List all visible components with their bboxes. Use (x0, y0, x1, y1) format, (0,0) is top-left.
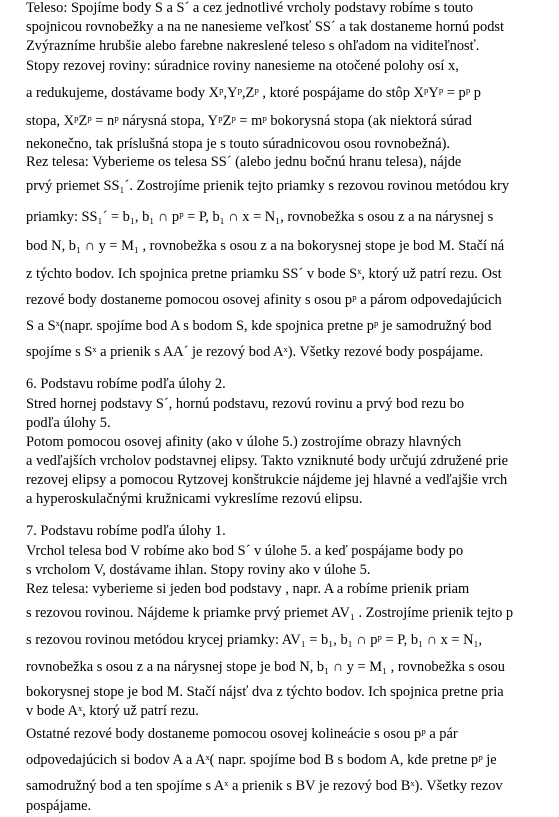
text-line: stopa, XᵖZᵖ = nᵖ nárysná stopa, YᵖZᵖ = mᵖ bokorysná stopa (ak niektorá súrad (26, 113, 472, 129)
text-line: S a Sˣ(napr. spojíme bod A s bodom S, kde spojnica pretne pᵖ je samodružný bod (26, 318, 492, 334)
text-line: podľa úlohy 5. (26, 415, 111, 431)
text-line: priamky: SS₁´ = b₁, b₁ ∩ pᵖ = P, b₁ ∩ x = N₁, rovnobežka s osou z a na nárysnej s (26, 209, 494, 225)
text-line: Stred hornej podstavy S´, hornú podstavu, rezovú rovinu a prvý bod rezu bo (26, 396, 465, 412)
text-line: a hyperoskulačnými kružnicami vykreslíme rezovú elipsu. (26, 491, 363, 507)
text-line: Teleso: Spojíme body S a S´ a cez jednotlivé vrcholy podstavy robíme s touto (26, 0, 474, 16)
text-line: a vedľajších vrcholov podstavnej elipsy. Takto vzniknuté body určujú združené prie (26, 453, 508, 469)
text-line: Rez telesa: vyberieme si jeden bod podstavy , napr. A a robíme prienik priam (26, 581, 470, 597)
text-line: rezové body dostaneme pomocou osovej afinity s osou pᵖ a párom odpovedajúcich (26, 292, 502, 308)
text-line: Zvýrazníme hrubšie alebo farebne nakreslené teleso s ohľadom na viditeľnosť. (26, 38, 480, 54)
text-line: z týchto bodov. Ich spojnica pretne priamku SS´ v bode Sˣ, ktorý už patrí rezu. Ost (26, 266, 502, 282)
text-line: samodružný bod a ten spojíme s Aˣ a prienik s BV je rezový bod Bˣ). Všetky rezov (26, 778, 503, 794)
text-line: s rezovou rovinou. Nájdeme k priamke prvý priemet AV₁ . Zostrojíme prienik tejto p (26, 605, 514, 621)
text-line: s vrcholom V, dostávame ihlan. Stopy roviny ako v úlohe 5. (26, 562, 371, 578)
text-line: Stopy rezovej roviny: súradnice roviny nanesieme na otočené polohy osí x, (26, 58, 459, 74)
section-6-heading: 6. Podstavu robíme podľa úlohy 2. (26, 376, 226, 392)
text-line: Rez telesa: Vyberieme os telesa SS´ (alebo jednu bočnú hranu telesa), nájde (26, 154, 462, 170)
text-line: Ostatné rezové body dostaneme pomocou osovej kolineácie s osou pᵖ a pár (26, 726, 458, 742)
text-line: s rezovou rovinou metódou krycej priamky: AV₁ = b₁, b₁ ∩ pᵖ = P, b₁ ∩ x = N₁, (26, 632, 483, 648)
text-line: spojnicou rovnobežky a na ne nanesieme veľkosť SS´ a tak dostaneme hornú podst (26, 19, 504, 35)
text-line: Potom pomocou osovej afinity (ako v úlohe 5.) zostrojíme obrazy hlavných (26, 434, 462, 450)
text-line: Vrchol telesa bod V robíme ako bod S´ v úlohe 5. a keď pospájame body po (26, 543, 464, 559)
text-line: bod N, b₁ ∩ y = M₁ , rovnobežka s osou z a na bokorysnej stope je bod M. Stačí ná (26, 238, 505, 254)
text-line: nekonečno, tak príslušná stopa je s touto súradnicovou osou rovnobežná). (26, 136, 451, 152)
text-line: prvý priemet SS₁´. Zostrojíme prienik tejto priamky s rezovou rovinou metódou kry (26, 178, 510, 194)
text-line: pospájame. (26, 798, 92, 814)
text-line: a redukujeme, dostávame body Xᵖ,Yᵖ,Zᵖ , ktoré pospájame do stôp XᵖYᵖ = pᵖ p (26, 85, 482, 101)
text-line: v bode Aˣ, ktorý už patrí rezu. (26, 703, 199, 719)
text-line: rovnobežka s osou z a na nárysnej stope je bod N, b₁ ∩ y = M₁ , rovnobežka s osou (26, 659, 505, 675)
text-line: spojíme s Sˣ a prienik s AA´ je rezový bod Aˣ). Všetky rezové body pospájame. (26, 344, 484, 360)
text-line: bokorysnej stope je bod M. Stačí nájsť dva z týchto bodov. Ich spojnica pretne pria (26, 684, 504, 700)
text-line: odpovedajúcich si bodov A a Aˣ( napr. spojíme bod B s bodom A, kde pretne pᵖ je (26, 752, 497, 768)
text-line: rezovej elipsy a pomocou Rytzovej konštrukcie nájdeme jej hlavné a vedľajšie vrch (26, 472, 508, 488)
section-7-heading: 7. Podstavu robíme podľa úlohy 1. (26, 523, 226, 539)
